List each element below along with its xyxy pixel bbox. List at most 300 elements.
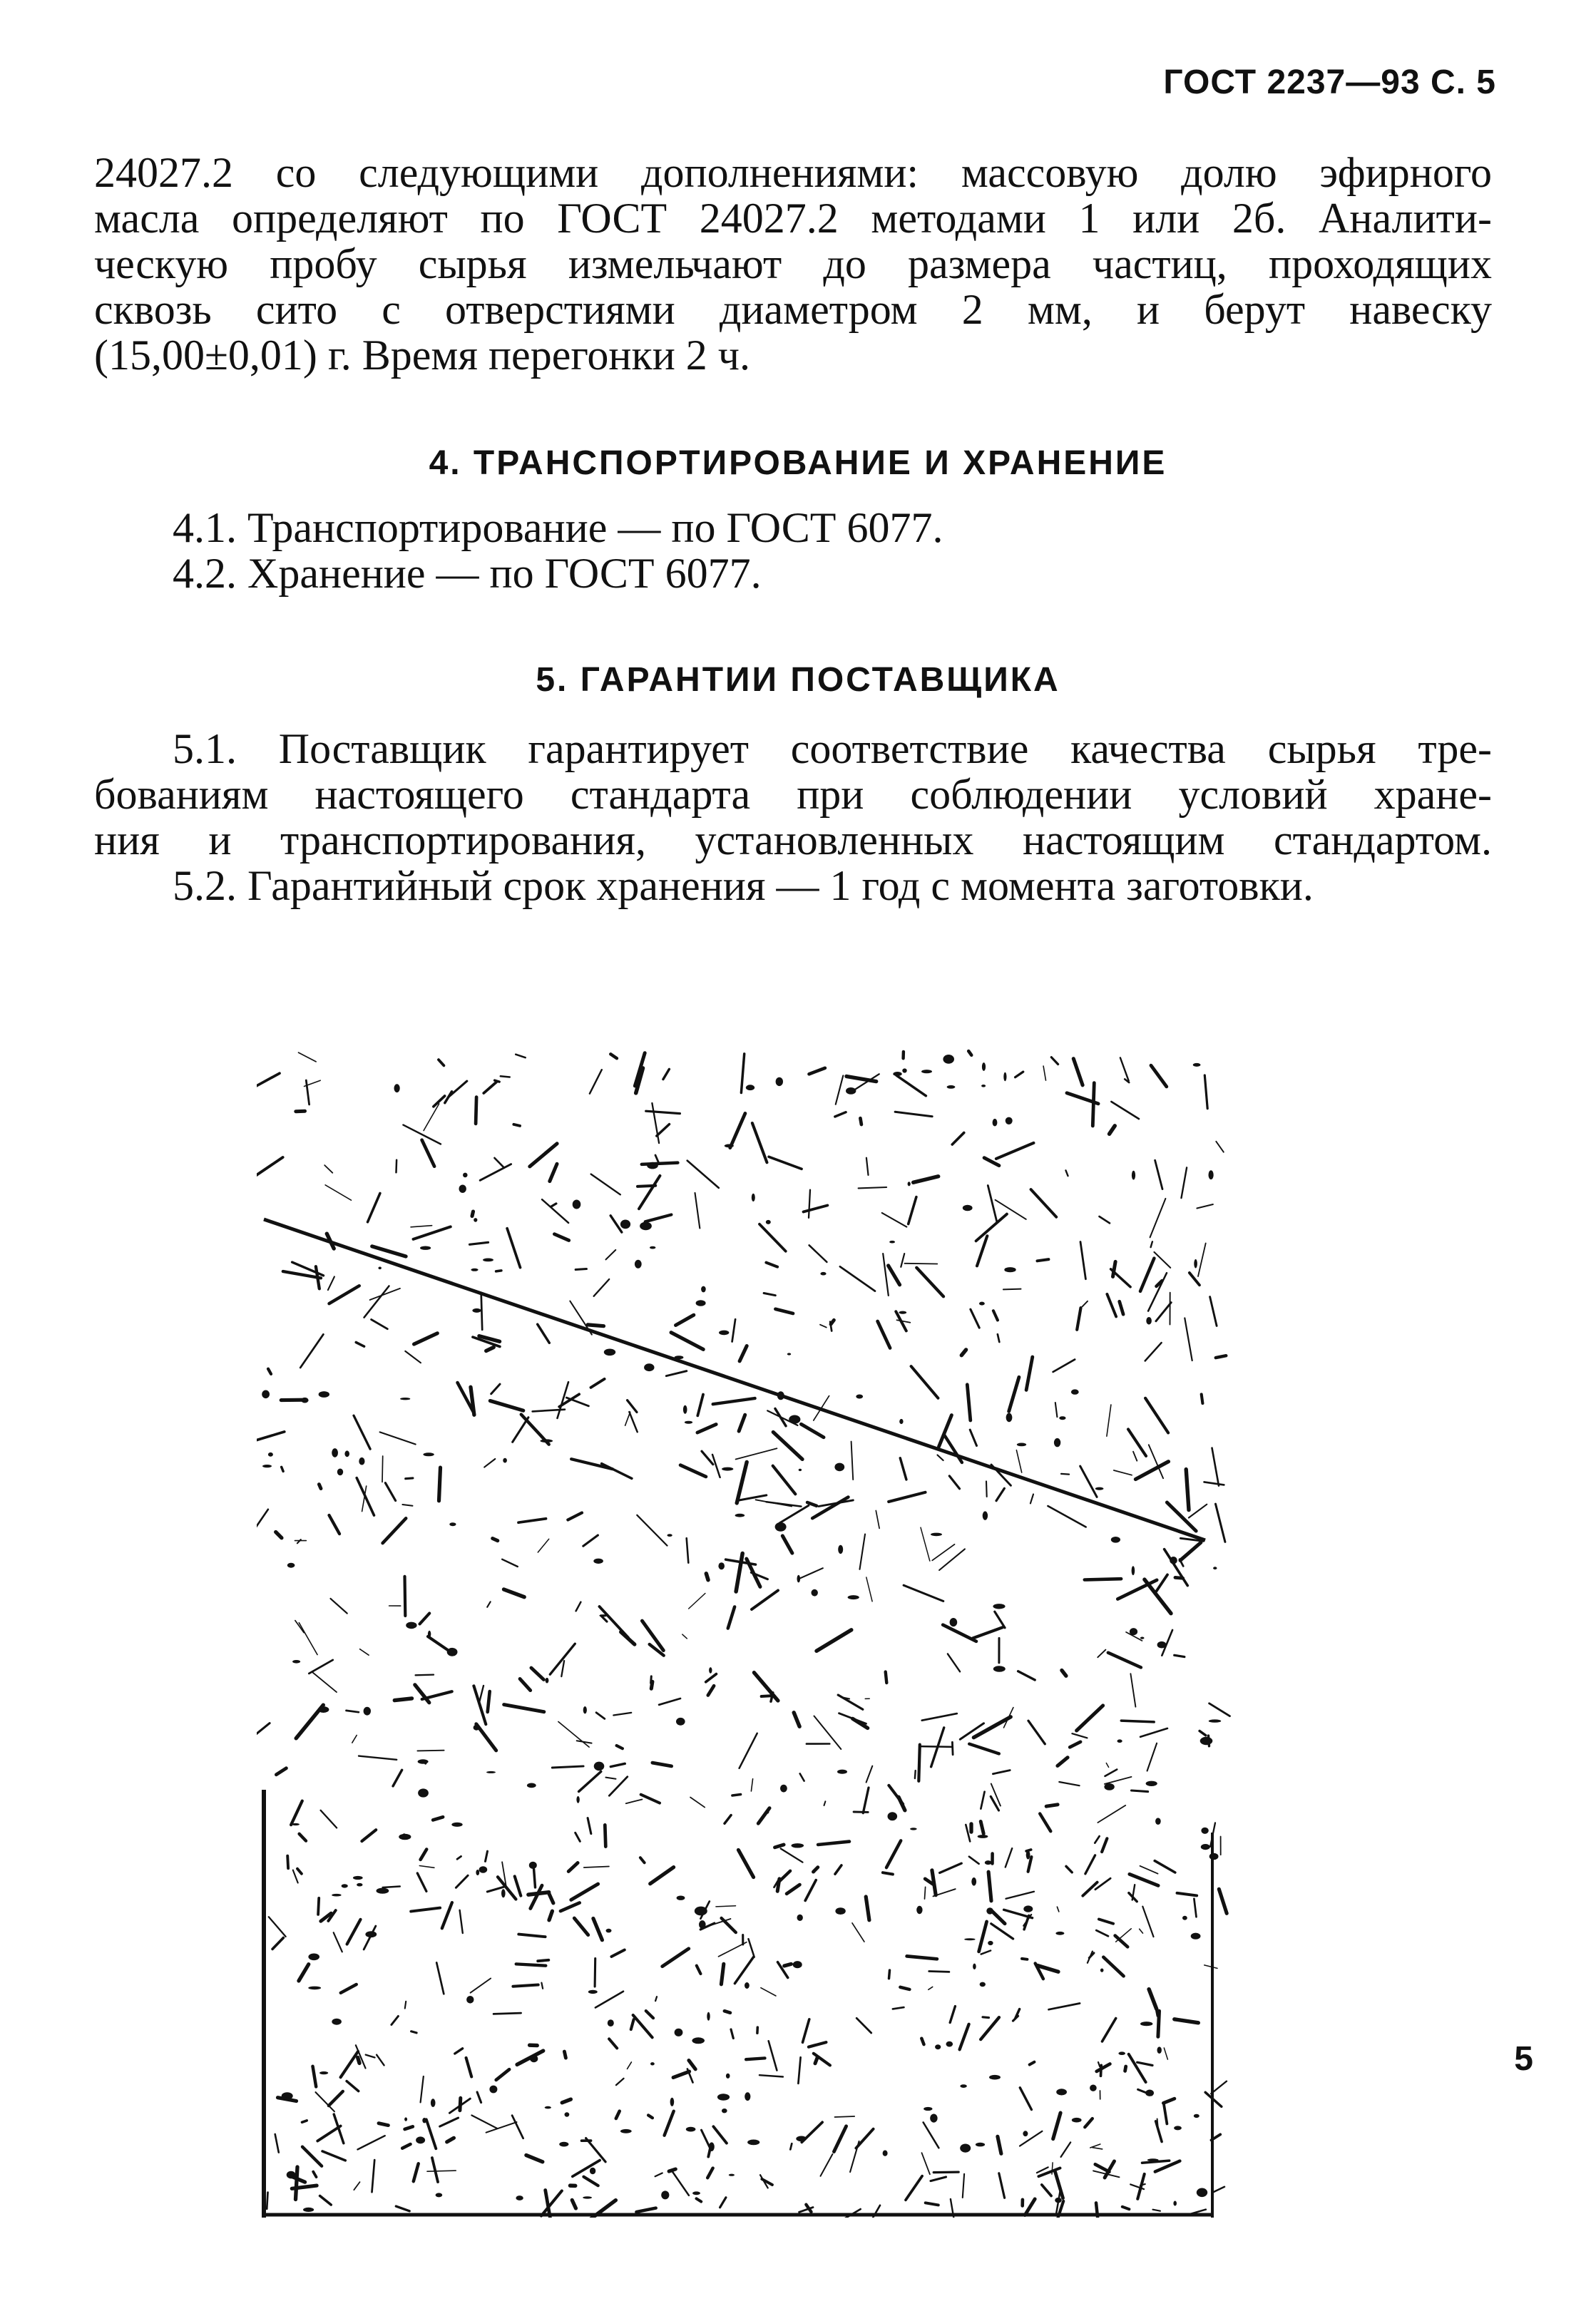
speckle-fiber bbox=[682, 1634, 687, 1639]
speckle-dot bbox=[1004, 1267, 1016, 1272]
speckle-dot bbox=[418, 1788, 429, 1797]
speckle-fiber bbox=[329, 1515, 340, 1534]
speckle-fiber bbox=[1219, 1889, 1227, 1913]
speckle-fiber bbox=[1199, 1731, 1206, 1736]
speckle-fiber bbox=[610, 1763, 625, 1766]
speckle-fiber bbox=[313, 1673, 337, 1693]
speckle-fiber bbox=[924, 2122, 939, 2148]
speckle-fiber bbox=[695, 1193, 700, 1229]
speckle-dot bbox=[1055, 1932, 1064, 1935]
speckle-dot bbox=[789, 1415, 800, 1424]
speckle-fiber bbox=[1180, 1542, 1201, 1560]
speckle-fiber bbox=[805, 1880, 816, 1901]
speckle-dot bbox=[406, 1622, 416, 1629]
speckle-fiber bbox=[573, 2161, 600, 2177]
speckle-fiber bbox=[929, 1987, 933, 1989]
speckle-dot bbox=[838, 1545, 843, 1554]
speckle-fiber bbox=[405, 2126, 413, 2129]
speckle-fiber bbox=[1055, 1403, 1058, 1417]
speckle-fiber bbox=[687, 1161, 719, 1188]
speckle-fiber bbox=[434, 1096, 445, 1107]
speckle-fiber bbox=[447, 2138, 454, 2142]
speckle-fiber bbox=[341, 2051, 358, 2077]
speckle-fiber bbox=[1149, 1445, 1163, 1478]
speckle-fiber bbox=[680, 1465, 706, 1477]
speckle-dot bbox=[308, 1954, 319, 1961]
speckle-fiber bbox=[896, 1075, 926, 1096]
speckle-fiber bbox=[938, 1455, 943, 1461]
speckle-fiber bbox=[650, 1867, 674, 1884]
speckle-fiber bbox=[576, 1602, 581, 1612]
speckle-fiber bbox=[494, 1158, 504, 1168]
speckle-dot bbox=[685, 1421, 692, 1424]
speckle-fiber bbox=[316, 1266, 319, 1288]
speckle-fiber bbox=[558, 1382, 569, 1418]
speckle-fiber bbox=[600, 1607, 629, 1638]
speckle-fiber bbox=[702, 1451, 713, 1465]
speckle-fiber bbox=[886, 1672, 887, 1683]
speckle-fiber bbox=[531, 1668, 544, 1680]
speckle-fiber bbox=[366, 2055, 375, 2058]
speckle-fiber bbox=[364, 1926, 376, 1949]
speckle-fiber bbox=[504, 1589, 525, 1597]
speckle-dot bbox=[303, 2208, 314, 2212]
speckle-fiber bbox=[651, 1681, 653, 1689]
speckle-fiber bbox=[1061, 2142, 1071, 2157]
speckle-dot bbox=[701, 1286, 706, 1293]
speckle-fiber bbox=[1129, 2054, 1146, 2082]
speckle-fiber bbox=[394, 1698, 411, 1701]
speckle-fiber bbox=[568, 1863, 578, 1872]
speckle-fiber bbox=[440, 2118, 459, 2126]
speckle-fiber bbox=[673, 2071, 690, 2077]
speckle-fiber bbox=[759, 1224, 786, 1251]
speckle-fiber bbox=[1106, 1763, 1108, 1768]
speckle-fiber bbox=[764, 1293, 775, 1296]
speckle-dot bbox=[436, 2193, 443, 2197]
speckle-fiber bbox=[411, 1908, 440, 1912]
speckle-fiber bbox=[1058, 1758, 1068, 1766]
speckle-fiber bbox=[1105, 1777, 1132, 1784]
speckle-fiber bbox=[851, 1442, 854, 1480]
speckle-fiber bbox=[610, 1216, 622, 1232]
speckle-fiber bbox=[860, 1118, 861, 1124]
speckle-fiber bbox=[1140, 1929, 1143, 1933]
speckle-dot bbox=[683, 1405, 687, 1414]
speckle-fiber bbox=[740, 1346, 747, 1361]
speckle-fiber bbox=[385, 1483, 395, 1501]
speckle-fiber bbox=[1016, 1450, 1021, 1472]
speckle-fiber bbox=[1085, 1855, 1095, 1874]
speckle-fiber bbox=[1147, 1743, 1157, 1771]
speckle-fiber bbox=[1107, 1294, 1116, 1317]
speckle-dot bbox=[1117, 1739, 1122, 1743]
speckle-fiber bbox=[1153, 2210, 1160, 2211]
speckle-dot bbox=[1173, 2201, 1177, 2206]
speckle-fiber bbox=[878, 1321, 891, 1348]
speckle-fiber bbox=[889, 1266, 900, 1285]
speckle-fiber bbox=[331, 1599, 347, 1614]
speckle-dot bbox=[835, 1907, 845, 1915]
speckle-fiber bbox=[697, 2198, 702, 2201]
speckle-fiber bbox=[1114, 1470, 1132, 1475]
speckle-dot bbox=[930, 2114, 937, 2123]
speckle-dot bbox=[451, 1823, 462, 1827]
speckle-fiber bbox=[652, 1103, 659, 1143]
speckle-fiber bbox=[1070, 1742, 1080, 1748]
speckle-fiber bbox=[663, 1069, 670, 1079]
speckle-fiber bbox=[749, 1939, 754, 1957]
speckle-fiber bbox=[561, 1661, 564, 1676]
speckle-fiber bbox=[800, 1773, 804, 1780]
speckle-dot bbox=[1145, 2090, 1154, 2096]
speckle-fiber bbox=[889, 1970, 890, 1979]
speckle-fiber bbox=[402, 2144, 410, 2148]
speckle-fiber bbox=[991, 1924, 1013, 1939]
speckle-dot bbox=[726, 2074, 730, 2079]
speckle-fiber bbox=[932, 1544, 954, 1561]
speckle-dot bbox=[993, 1666, 1006, 1672]
speckle-fiber bbox=[282, 1467, 283, 1471]
speckle-dot bbox=[635, 1260, 642, 1269]
speckle-fiber bbox=[356, 1343, 364, 1347]
speckle-fiber bbox=[591, 1174, 620, 1195]
speckle-fiber bbox=[362, 1830, 376, 1841]
speckle-fiber bbox=[950, 2007, 955, 2023]
speckle-fiber bbox=[773, 1466, 796, 1495]
speckle-fiber bbox=[970, 1430, 976, 1445]
speckle-fiber bbox=[309, 1660, 332, 1674]
speckle-fiber bbox=[297, 1869, 302, 1874]
speckle-dot bbox=[745, 1982, 750, 1989]
speckle-fiber bbox=[1062, 1671, 1066, 1676]
speckle-fiber bbox=[590, 1070, 602, 1094]
speckle-fiber bbox=[1042, 2185, 1051, 2196]
speckle-fiber bbox=[379, 2123, 388, 2126]
speckle-fiber bbox=[564, 2051, 566, 2058]
speckle-fiber bbox=[1185, 1318, 1192, 1361]
speckle-fiber bbox=[495, 1080, 500, 1082]
speckle-fiber bbox=[1098, 1650, 1105, 1658]
speckle-fiber bbox=[641, 1795, 660, 1803]
speckle-fiber bbox=[358, 2136, 385, 2149]
speckle-dot bbox=[973, 1964, 976, 1969]
section-5-item-1-line-2: бованиям настоящего стандарта при соблюдении условий хране- bbox=[94, 771, 1492, 818]
speckle-fiber bbox=[790, 2143, 792, 2149]
speckle-dot bbox=[856, 1395, 863, 1399]
speckle-dot bbox=[501, 1889, 506, 1897]
speckle-dot bbox=[644, 1363, 654, 1371]
speckle-fiber bbox=[300, 1334, 323, 1368]
speckle-fiber bbox=[359, 1756, 397, 1760]
speckle-dot bbox=[883, 2151, 888, 2156]
speckle-fiber bbox=[988, 1186, 997, 1223]
speckle-fiber bbox=[552, 1766, 583, 1768]
speckle-dot bbox=[483, 1259, 493, 1262]
speckle-dot bbox=[416, 2136, 425, 2143]
speckle-fiber bbox=[1088, 1952, 1093, 1963]
speckle-dot bbox=[1006, 1117, 1013, 1124]
speckle-fiber bbox=[737, 1462, 747, 1503]
speckle-dot bbox=[364, 1707, 371, 1716]
speckle-fiber bbox=[1148, 1273, 1167, 1311]
speckle-fiber bbox=[354, 1415, 370, 1449]
speckle-fiber bbox=[576, 1833, 580, 1841]
speckle-fiber bbox=[549, 1911, 552, 1920]
speckle-dot bbox=[978, 1835, 988, 1838]
speckle-fiber bbox=[372, 1246, 406, 1256]
speckle-fiber bbox=[1165, 1549, 1188, 1586]
speckle-fiber bbox=[318, 1898, 319, 1915]
speckle-fiber bbox=[321, 1810, 337, 1828]
speckle-fiber bbox=[1053, 1360, 1075, 1372]
speckle-fiber bbox=[1090, 2144, 1100, 2148]
speckle-fiber bbox=[1164, 2105, 1167, 2124]
speckle-fiber bbox=[1059, 1782, 1079, 1785]
speckle-dot bbox=[899, 1311, 906, 1314]
speckle-fiber bbox=[893, 2007, 904, 2009]
speckle-fiber bbox=[636, 2208, 655, 2213]
speckle-dot bbox=[463, 1173, 468, 1178]
speckle-fiber bbox=[779, 1871, 790, 1882]
speckle-fiber bbox=[481, 1293, 483, 1330]
speckle-dot bbox=[1194, 1259, 1197, 1269]
speckle-fiber bbox=[900, 1458, 906, 1480]
speckle-fiber bbox=[812, 1497, 848, 1519]
speckle-dot bbox=[889, 1241, 895, 1244]
speckle-dot bbox=[308, 1987, 321, 1990]
speckle-fiber bbox=[257, 1157, 283, 1175]
speckle-fiber bbox=[541, 2191, 562, 2216]
speckle-fiber bbox=[655, 1997, 657, 2001]
speckle-dot bbox=[1140, 2022, 1152, 2026]
speckle-dot bbox=[960, 2144, 971, 2153]
speckle-dot bbox=[899, 1419, 903, 1424]
speckle-fiber bbox=[735, 1957, 753, 1983]
speckle-fiber bbox=[926, 2203, 938, 2205]
speckle-fiber bbox=[766, 1263, 777, 1267]
speckle-fiber bbox=[866, 1766, 873, 1783]
speckle-fiber bbox=[1140, 1728, 1167, 1737]
speckle-fiber bbox=[1099, 1920, 1113, 1924]
speckle-fiber bbox=[697, 1425, 716, 1433]
speckle-fiber bbox=[562, 2099, 571, 2103]
speckle-fiber bbox=[1083, 1301, 1088, 1307]
speckle-dot bbox=[1132, 1566, 1135, 1575]
speckle-fiber bbox=[646, 1111, 680, 1113]
speckle-fiber bbox=[347, 1711, 359, 1712]
speckle-fiber bbox=[518, 1519, 546, 1522]
speckle-fiber bbox=[952, 1133, 963, 1144]
speckle-fiber bbox=[414, 1333, 438, 1344]
speckle-fiber bbox=[1102, 1838, 1107, 1852]
speckle-fiber bbox=[697, 1395, 703, 1416]
speckle-fiber bbox=[835, 1865, 842, 1874]
speckle-fiber bbox=[484, 1082, 496, 1093]
speckle-dot bbox=[565, 2112, 570, 2116]
speckle-fiber bbox=[916, 1268, 943, 1296]
speckle-dot bbox=[476, 1870, 479, 1875]
speckle-fiber bbox=[653, 1763, 672, 1766]
speckle-fiber bbox=[422, 1691, 452, 1699]
speckle-fiber bbox=[257, 1073, 280, 1090]
speckle-fiber bbox=[1120, 1301, 1123, 1314]
speckle-fiber bbox=[594, 1279, 610, 1296]
speckle-fiber bbox=[809, 1068, 825, 1075]
speckle-fiber bbox=[613, 1713, 631, 1716]
speckle-fiber bbox=[1006, 1848, 1012, 1867]
speckle-fiber bbox=[981, 1951, 991, 1954]
speckle-fiber bbox=[725, 1815, 731, 1824]
speckle-fiber bbox=[969, 1857, 979, 1864]
speckle-fiber bbox=[583, 1535, 598, 1546]
speckle-dot bbox=[980, 1982, 986, 1987]
speckle-fiber bbox=[914, 1177, 938, 1183]
speckle-fiber bbox=[1155, 1861, 1175, 1872]
speckle-fiber bbox=[895, 1112, 932, 1116]
speckle-fiber bbox=[1204, 1075, 1207, 1109]
speckle-dot bbox=[1200, 1737, 1213, 1745]
photo-diagonal-fiber bbox=[264, 1219, 1205, 1540]
speckle-dot bbox=[608, 2019, 614, 2026]
speckle-fiber bbox=[1216, 1142, 1224, 1152]
speckle-fiber bbox=[275, 2134, 279, 2153]
speckle-fiber bbox=[405, 1351, 421, 1363]
speckle-fiber bbox=[687, 1538, 689, 1563]
speckle-fiber bbox=[713, 2126, 727, 2143]
speckle-fiber bbox=[931, 2177, 946, 2181]
speckle-fiber bbox=[287, 1856, 288, 1869]
speckle-dot bbox=[588, 1990, 598, 1994]
speckle-fiber bbox=[422, 1140, 435, 1167]
speckle-dot bbox=[963, 1205, 973, 1211]
speckle-fiber bbox=[1177, 1893, 1197, 1896]
speckle-fiber bbox=[801, 1424, 824, 1437]
speckle-fiber bbox=[1155, 1160, 1162, 1189]
speckle-dot bbox=[1201, 1844, 1210, 1850]
speckle-dot bbox=[719, 1331, 729, 1336]
speckle-fiber bbox=[322, 2151, 345, 2161]
speckle-fiber bbox=[300, 1834, 306, 1841]
speckle-fiber bbox=[411, 2031, 417, 2033]
speckle-fiber bbox=[325, 1185, 351, 1200]
speckle-fiber bbox=[317, 2126, 340, 2141]
speckle-fiber bbox=[802, 2122, 822, 2142]
speckle-fiber bbox=[1216, 1356, 1226, 1358]
speckle-fiber bbox=[1164, 2048, 1167, 2059]
speckle-fiber bbox=[769, 1157, 802, 1169]
speckle-dot bbox=[983, 1511, 988, 1520]
speckle-fiber bbox=[1038, 1259, 1049, 1261]
speckle-fiber bbox=[1133, 1452, 1137, 1461]
speckle-dot bbox=[931, 1533, 942, 1537]
speckle-fiber bbox=[516, 1964, 546, 1965]
speckle-dot bbox=[1072, 2118, 1082, 2123]
speckle-fiber bbox=[1051, 1057, 1058, 1065]
speckle-fiber bbox=[852, 1923, 864, 1942]
speckle-dot bbox=[546, 1678, 549, 1684]
speckle-fiber bbox=[882, 1213, 907, 1227]
speckle-fiber bbox=[293, 1870, 298, 1883]
speckle-fiber bbox=[628, 1400, 637, 1413]
speckle-dot bbox=[1023, 2131, 1028, 2136]
speckle-dot bbox=[1146, 1781, 1157, 1786]
speckle-fiber bbox=[272, 1938, 283, 1949]
speckle-fiber bbox=[457, 1856, 461, 1859]
speckle-fiber bbox=[595, 1992, 623, 2008]
speckle-fiber bbox=[996, 1200, 1026, 1219]
speckle-fiber bbox=[815, 2057, 817, 2063]
speckle-dot bbox=[1146, 1317, 1152, 1325]
speckle-fiber bbox=[986, 1481, 987, 1497]
speckle-fiber bbox=[334, 1932, 342, 1952]
speckle-fiber bbox=[561, 1903, 580, 1912]
speckle-fiber bbox=[993, 1771, 1010, 1774]
speckle-dot bbox=[357, 1883, 362, 1887]
speckle-fiber bbox=[629, 1412, 637, 1432]
speckle-fiber bbox=[889, 1785, 903, 1804]
speckle-fiber bbox=[689, 2061, 695, 2069]
speckle-fiber bbox=[516, 1055, 526, 1058]
speckle-dot bbox=[993, 1119, 998, 1127]
speckle-fiber bbox=[352, 1736, 357, 1743]
speckle-dot bbox=[431, 2099, 436, 2107]
speckle-fiber bbox=[952, 1742, 953, 1754]
speckle-dot bbox=[661, 2191, 669, 2199]
speckle-fiber bbox=[981, 1792, 984, 1809]
speckle-fiber bbox=[538, 1324, 550, 1343]
speckle-dot bbox=[792, 1843, 804, 1848]
speckle-fiber bbox=[609, 2039, 617, 2048]
speckle-dot bbox=[893, 1072, 901, 1076]
speckle-fiber bbox=[981, 1821, 983, 1833]
speckle-dot bbox=[400, 1398, 410, 1400]
speckle-dot bbox=[924, 2107, 932, 2111]
speckle-fiber bbox=[821, 2154, 833, 2176]
speckle-fiber bbox=[571, 1884, 598, 1900]
speckle-dot bbox=[527, 1783, 536, 1788]
speckle-fiber bbox=[904, 1585, 943, 1601]
speckle-fiber bbox=[708, 1686, 714, 1695]
speckle-fiber bbox=[341, 1984, 357, 1993]
speckle-fiber bbox=[739, 1415, 745, 1431]
speckle-dot bbox=[717, 2094, 730, 2100]
speckle-fiber bbox=[538, 1960, 548, 1961]
speckle-fiber bbox=[759, 2075, 783, 2076]
speckle-dot bbox=[479, 1866, 488, 1873]
speckle-dot bbox=[420, 1246, 431, 1250]
speckle-fiber bbox=[866, 1577, 872, 1602]
speckle-dot bbox=[545, 2106, 551, 2109]
speckle-fiber bbox=[368, 1194, 380, 1222]
speckle-dot bbox=[474, 1218, 477, 1222]
speckle-dot bbox=[908, 1182, 911, 1186]
speckle-fiber bbox=[383, 1518, 406, 1543]
speckle-fiber bbox=[616, 2079, 624, 2085]
speckle-dot bbox=[650, 2062, 655, 2065]
speckle-fiber bbox=[1031, 1189, 1057, 1217]
speckle-dot bbox=[812, 1589, 818, 1597]
speckle-fiber bbox=[707, 2168, 712, 2178]
speckle-fiber bbox=[834, 2126, 846, 2152]
speckle-fiber bbox=[988, 1872, 991, 1901]
speckle-fiber bbox=[405, 2002, 406, 2009]
speckle-fiber bbox=[541, 1983, 543, 1989]
speckle-fiber bbox=[554, 1234, 568, 1241]
speckle-dot bbox=[1055, 2198, 1062, 2203]
speckle-dot bbox=[489, 2086, 497, 2094]
speckle-fiber bbox=[818, 1842, 849, 1845]
